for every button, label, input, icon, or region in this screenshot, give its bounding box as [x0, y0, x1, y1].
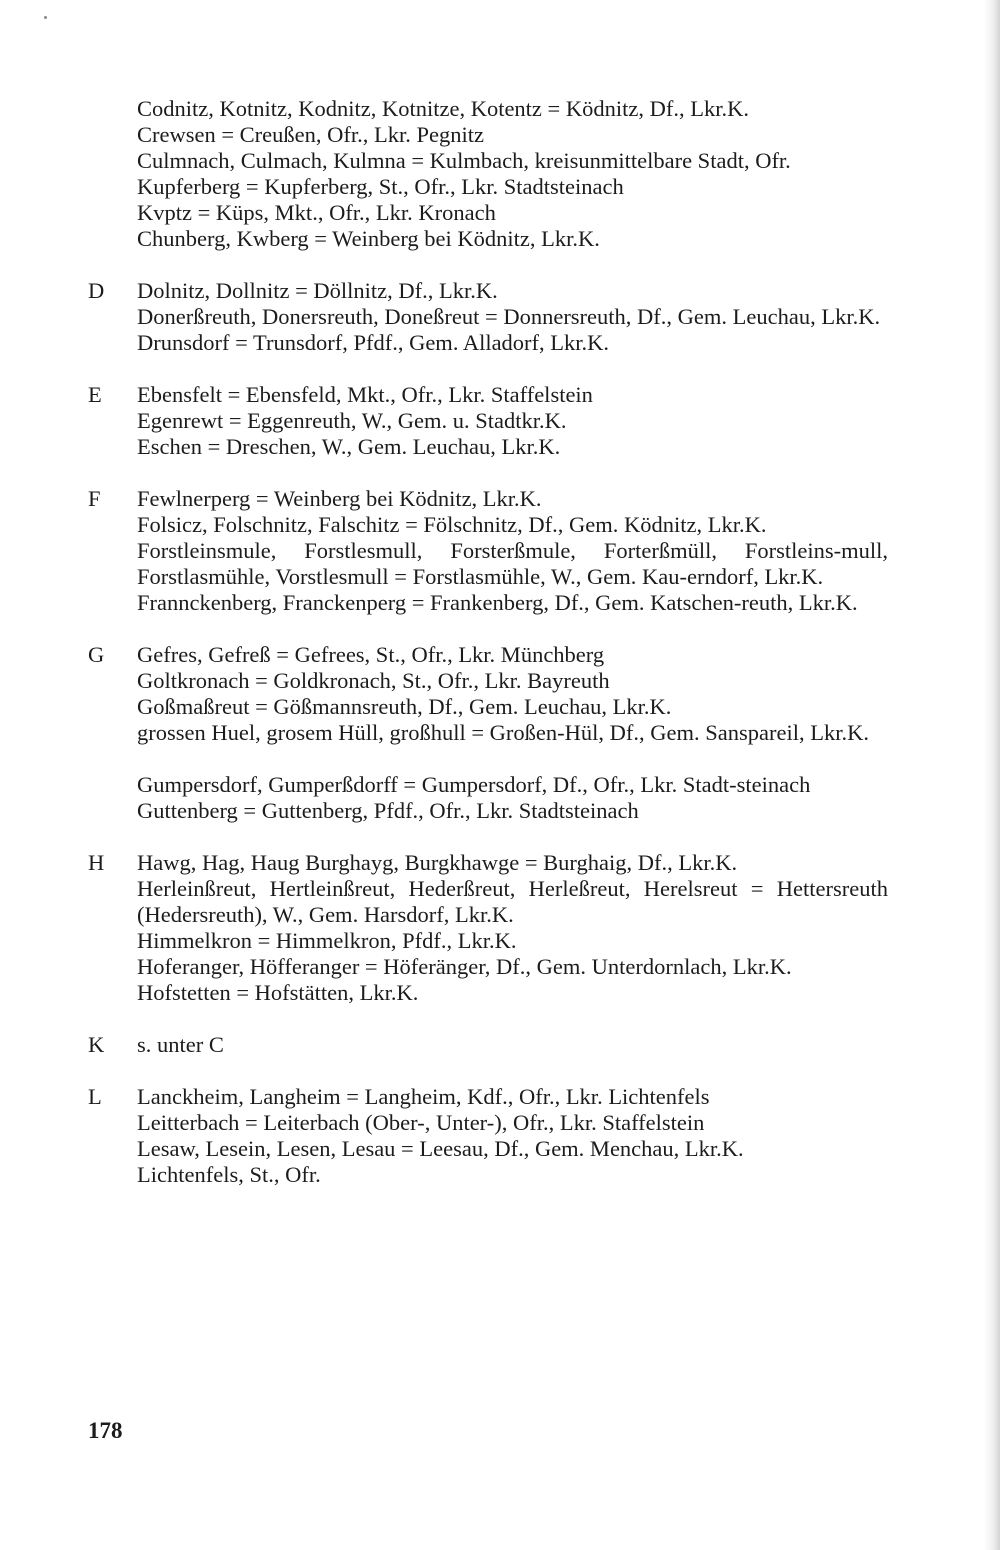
index-section-g — [88, 642, 888, 824]
section-letter: G — [88, 642, 105, 667]
section-letter — [88, 96, 137, 252]
index-entry: Hawg, Hag, Haug Burghayg, Burgkhawge = Burghaig, Df., Lkr.K. — [137, 850, 738, 875]
page-edge-shadow — [984, 0, 1000, 1550]
index-entry: Hofstetten = Hofstätten, Lkr.K. — [137, 980, 419, 1005]
index-entry: Fewlnerperg = Weinberg bei Ködnitz, Lkr.K. — [137, 486, 542, 511]
index-section-c — [88, 96, 888, 252]
index-entry: Lichtenfels, St., Ofr. — [137, 1162, 321, 1187]
index-section-k — [88, 1032, 888, 1058]
section-entries — [137, 96, 888, 252]
section-letter: D — [88, 278, 105, 303]
index-entry: Gumpersdorf, Gumperßdorff = Gumpersdorf, Df., Ofr., Lkr. Stadt-steinach — [137, 772, 811, 797]
index-entry: Kupferberg = Kupferberg, St., Ofr., Lkr. Stadtsteinach — [137, 174, 624, 199]
index-section-e — [88, 382, 888, 460]
index-section-d — [88, 278, 888, 356]
index-entry: Leitterbach = Leiterbach (Ober-, Unter-), Ofr., Lkr. Staffelstein — [137, 1110, 705, 1135]
section-letter: E — [88, 382, 102, 407]
section-entries — [137, 1084, 888, 1188]
index-entry: Goßmaßreut = Gößmannsreuth, Df., Gem. Leuchau, Lkr.K. — [137, 694, 672, 719]
section-entries — [137, 382, 888, 460]
section-entries — [137, 1032, 888, 1058]
index-entry: Gefres, Gefreß = Gefrees, St., Ofr., Lkr. Münchberg — [137, 642, 605, 667]
section-letter: L — [88, 1084, 102, 1109]
index-entry: Chunberg, Kwberg = Weinberg bei Ködnitz, Lkr.K. — [137, 226, 600, 251]
section-entries — [137, 278, 888, 356]
section-letter: F — [88, 486, 101, 511]
index-entry: Hoferanger, Höfferanger = Höferänger, Df., Gem. Unterdornlach, Lkr.K. — [137, 954, 792, 979]
index-entry: Folsicz, Folschnitz, Falschitz = Fölschnitz, Df., Gem. Ködnitz, Lkr.K. — [137, 512, 767, 537]
index-entry: grossen Huel, grosem Hüll, großhull = Großen-Hül, Df., Gem. Sanspareil, Lkr.K. — [137, 720, 869, 745]
index-entry: Herleinßreut, Hertleinßreut, Hederßreut, Herleßreut, Herelsreut = Hettersreuth (Hedersreuth), W., Gem. Harsdorf, Lkr.K. — [137, 876, 888, 927]
section-entries — [137, 850, 888, 1006]
index-entry: s. unter C — [137, 1032, 224, 1057]
index-section-l — [88, 1084, 888, 1188]
place-name-index — [88, 96, 888, 1214]
index-entry: Egenrewt = Eggenreuth, W., Gem. u. Stadtkr.K. — [137, 408, 567, 433]
index-entry: Forstleinsmule, Forstlesmull, Forsterßmule, Forterßmüll, Forstleins-mull, Forstlasmühle, Vorstlesmull = Forstlasmühle, W., Gem. Kau-erndorf, Lkr.K. — [137, 538, 888, 589]
page-number: 178 — [88, 1418, 123, 1443]
index-section-h — [88, 850, 888, 1006]
section-entries — [137, 642, 888, 824]
index-entry: Crewsen = Creußen, Ofr., Lkr. Pegnitz — [137, 122, 484, 147]
index-entry: Ebensfelt = Ebensfeld, Mkt., Ofr., Lkr. Staffelstein — [137, 382, 593, 407]
index-entry: Lanckheim, Langheim = Langheim, Kdf., Ofr., Lkr. Lichtenfels — [137, 1084, 710, 1109]
index-entry: Eschen = Dreschen, W., Gem. Leuchau, Lkr.K. — [137, 434, 561, 459]
index-entry: Dolnitz, Dollnitz = Döllnitz, Df., Lkr.K. — [137, 278, 498, 303]
section-letter: H — [88, 850, 105, 875]
index-entry: Frannckenberg, Franckenperg = Frankenberg, Df., Gem. Katschen-reuth, Lkr.K. — [137, 590, 858, 615]
index-entry: Lesaw, Lesein, Lesen, Lesau = Leesau, Df., Gem. Menchau, Lkr.K. — [137, 1136, 744, 1161]
index-entry: Himmelkron = Himmelkron, Pfdf., Lkr.K. — [137, 928, 517, 953]
index-section-f — [88, 486, 888, 616]
index-entry: Drunsdorf = Trunsdorf, Pfdf., Gem. Alladorf, Lkr.K. — [137, 330, 610, 355]
index-entry: Culmnach, Culmach, Kulmna = Kulmbach, kreisunmittelbare Stadt, Ofr. — [137, 148, 791, 173]
index-entry: Donerßreuth, Donersreuth, Doneßreut = Donnersreuth, Df., Gem. Leuchau, Lkr.K. — [137, 304, 881, 329]
index-entry: Goltkronach = Goldkronach, St., Ofr., Lkr. Bayreuth — [137, 668, 610, 693]
section-letter: K — [88, 1032, 105, 1057]
index-entry: Guttenberg = Guttenberg, Pfdf., Ofr., Lkr. Stadtsteinach — [137, 798, 639, 823]
speck — [44, 16, 47, 19]
index-entry: Kvptz = Küps, Mkt., Ofr., Lkr. Kronach — [137, 200, 496, 225]
index-entry: Codnitz, Kotnitz, Kodnitz, Kotnitze, Kotentz = Ködnitz, Df., Lkr.K. — [137, 96, 749, 121]
section-entries — [137, 486, 888, 616]
